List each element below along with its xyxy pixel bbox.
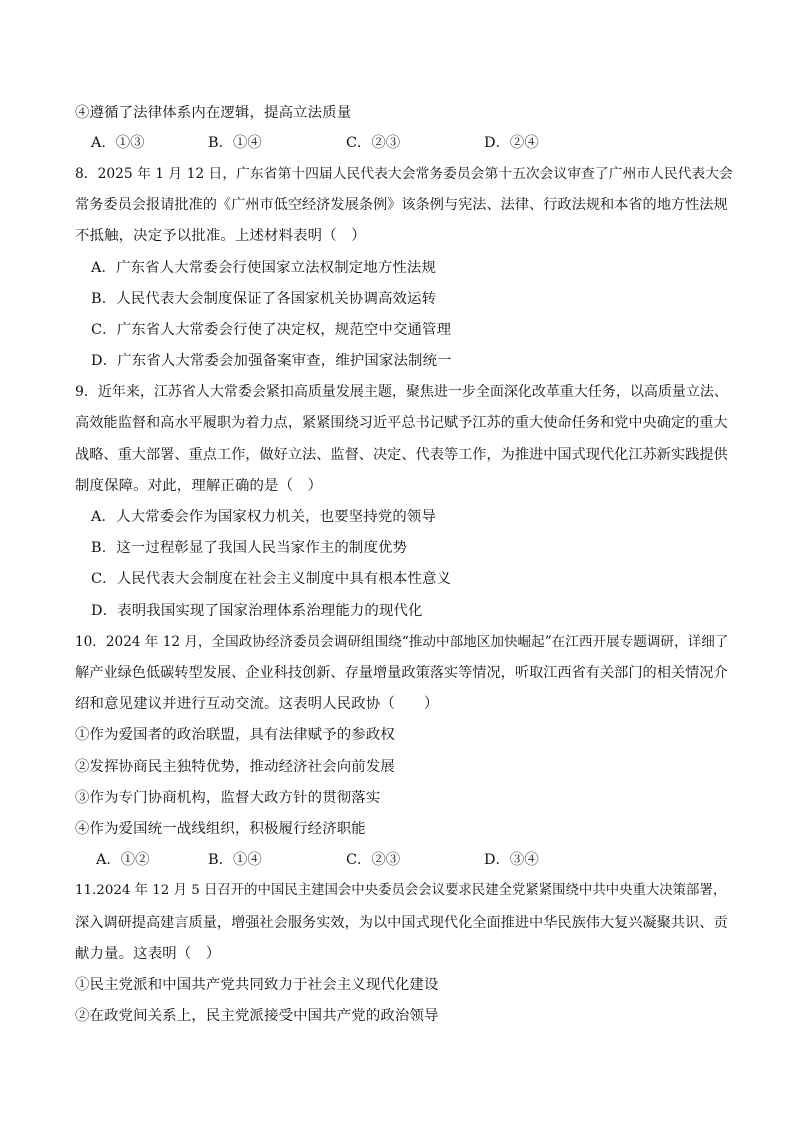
q10-statement-1: ①作为爱国者的政治联盟，具有法律赋予的参政权 xyxy=(75,727,395,743)
q10-choice-c[interactable]: C．②③ xyxy=(346,852,401,868)
q7-choice-c[interactable]: C．②③ xyxy=(346,135,401,151)
q7-statement-4: ④遵循了法律体系内在逻辑，提高立法质量 xyxy=(75,105,352,121)
q9-stem-line-4: 制度保障。对此，理解正确的是（ ） xyxy=(75,478,323,494)
q8-option-a[interactable]: A．广东省人大常委会行使国家立法权制定地方性法规 xyxy=(91,260,436,276)
q8-stem-line-2: 常务委员会报请批准的《广州市低空经济发展条例》该条例与宪法、法律、行政法规和本省的地方性法规 xyxy=(75,197,728,213)
q9-stem-line-2: 高效能监督和高水平履职为着力点，紧紧围绕习近平总书记赋予江苏的重大使命任务和党中央确定的重大 xyxy=(75,415,728,431)
q11-stem-line-3: 献力量。这表明（ ） xyxy=(75,946,221,962)
q8-option-d[interactable]: D．广东省人大常委会加强备案审查，维护国家法制统一 xyxy=(91,353,452,369)
q9-option-b[interactable]: B．这一过程彰显了我国人民当家作主的制度优势 xyxy=(91,540,408,556)
q7-choice-a[interactable]: A．①③ xyxy=(91,135,145,151)
q10-stem-line-1: 10．2024 年 12 月，全国政协经济委员会调研组围绕“推动中部地区加快崛起”在江西开展专题调研，详细了 xyxy=(75,634,729,650)
q8-stem-line-1: 8．2025 年 1 月 12 日，广东省第十四届人民代表大会常务委员会第十五次会议审查了广州市人民代表大会 xyxy=(75,166,733,182)
q10-choice-a[interactable]: A．①② xyxy=(96,852,150,868)
q9-stem-line-3: 战略、重大部署、重点工作，做好立法、监督、决定、代表等工作，为推进中国式现代化江苏新实践提供 xyxy=(75,447,728,463)
q10-choice-b[interactable]: B．①④ xyxy=(208,852,262,868)
q10-statement-2: ②发挥协商民主独特优势，推动经济社会向前发展 xyxy=(75,759,395,775)
q9-option-d[interactable]: D．表明我国实现了国家治理体系治理能力的现代化 xyxy=(91,603,423,619)
q8-option-b[interactable]: B．人民代表大会制度保证了各国家机关协调高效运转 xyxy=(91,291,437,307)
q8-stem-line-3: 不抵触，决定予以批准。上述材料表明（ ） xyxy=(75,228,366,244)
q10-stem-line-3: 绍和意见建议并进行互动交流。这表明人民政协（ ） xyxy=(75,696,439,712)
q7-choice-b[interactable]: B．①④ xyxy=(208,135,262,151)
q9-option-a[interactable]: A．人大常委会作为国家权力机关，也要坚持党的领导 xyxy=(91,509,436,525)
q9-stem-line-1: 9．近年来，江苏省人大常委会紧扣高质量发展主题，聚焦进一步全面深化改革重大任务，以高质量立法、 xyxy=(75,384,728,400)
q11-statement-1: ①民主党派和中国共产党共同致力于社会主义现代化建设 xyxy=(75,977,439,993)
q11-stem-line-1: 11.2024 年 12 月 5 日召开的中国民主建国会中央委员会会议要求民建全党紧紧围绕中共中央重大决策部署， xyxy=(75,883,727,898)
q7-choice-d[interactable]: D．②④ xyxy=(484,135,539,151)
q9-option-c[interactable]: C．人民代表大会制度在社会主义制度中具有根本性意义 xyxy=(91,571,452,587)
q8-option-c[interactable]: C．广东省人大常委会行使了决定权，规范空中交通管理 xyxy=(91,322,452,338)
q11-stem-line-2: 深入调研提高建言质量，增强社会服务实效，为以中国式现代化全面推进中华民族伟大复兴凝聚共识、贡 xyxy=(75,915,728,931)
q10-choice-d[interactable]: D．③④ xyxy=(484,852,539,868)
q10-statement-4: ④作为爱国统一战线组织，积极履行经济职能 xyxy=(75,821,366,837)
q11-statement-2: ②在政党间关系上，民主党派接受中国共产党的政治领导 xyxy=(75,1008,439,1024)
q10-stem-line-2: 解产业绿色低碳转型发展、企业科技创新、存量增量政策落实等情况，听取江西省有关部门的相关情况介 xyxy=(75,665,728,681)
q10-statement-3: ③作为专门协商机构，监督大政方针的贯彻落实 xyxy=(75,790,381,806)
